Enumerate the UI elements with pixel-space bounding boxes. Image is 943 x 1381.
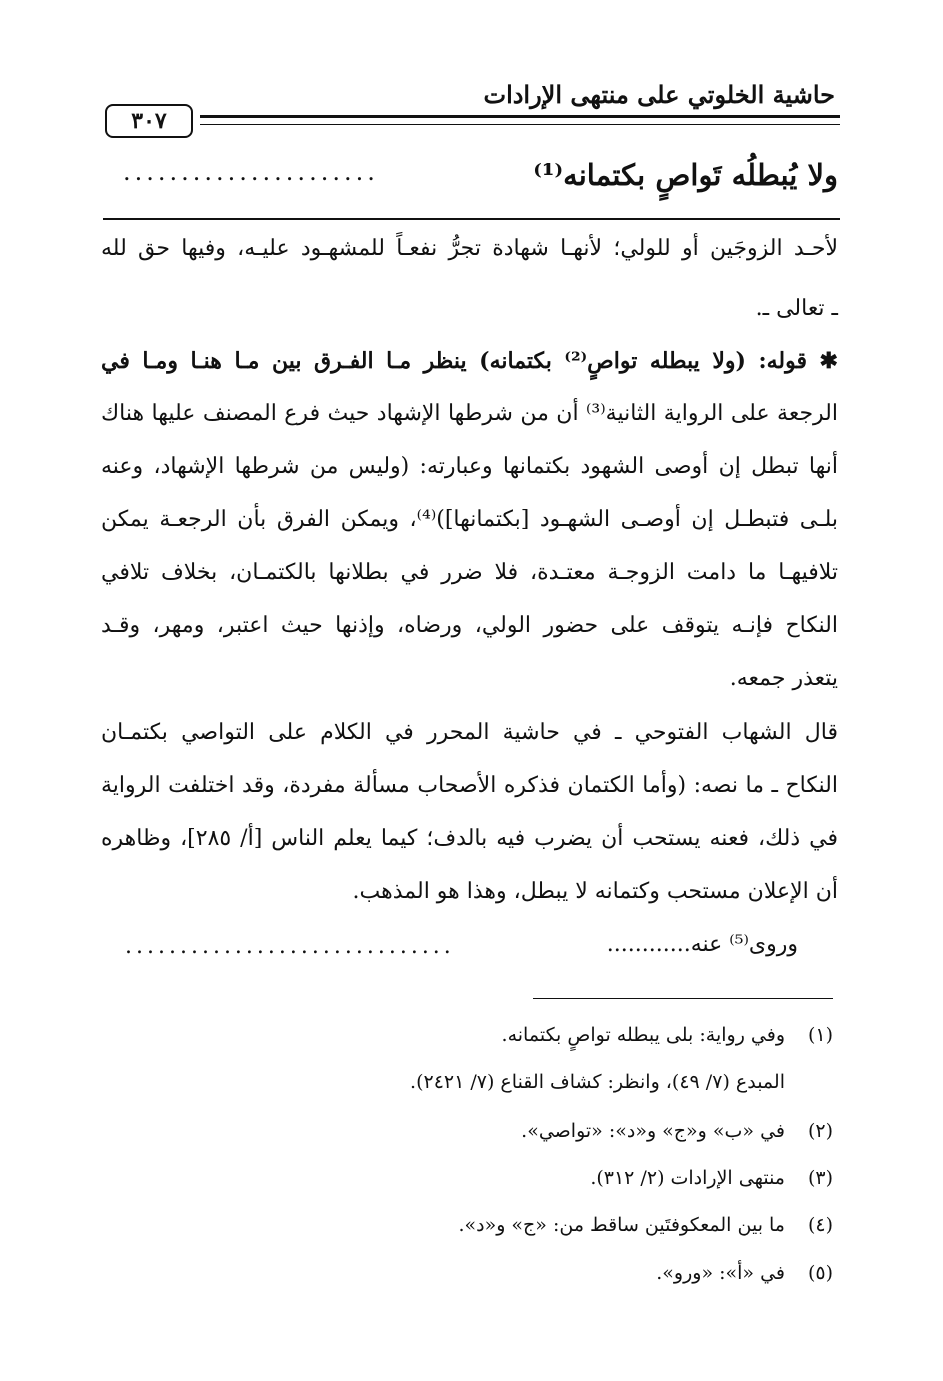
footnote [656,1262,833,1284]
body-line-text: قوله: (ولا يبطله تواصٍ⁽²⁾ بكتمانه) ينظر مـا الفـرق بين مـا هنـا ومـا في [101,348,807,374]
footnote-continuation [410,1071,833,1093]
footnote-text: في «أ»: «ورو». [656,1262,785,1284]
body-line: أنها تبطل إن أوصى الشهود بكتمانها وعبارته: (وليس من شرطها الإشهاد، وعنه [101,454,838,479]
body-line: ـ تعالى ـ. [755,296,838,321]
footnote [521,1120,833,1142]
footnote [458,1214,833,1236]
trailing-dots: ............ [606,932,691,957]
footnote-text: المبدع (٧/ ٤٩)، وانظر: كشاف القناع (٧/ ٢٤٢١). [410,1071,785,1093]
footnote [502,1024,833,1046]
footnote-text: ما بين المعكوفتَين ساقط من: «ج» و«د». [458,1214,785,1236]
running-header-title: حاشية الخلوتي على منتهى الإرادات [483,80,835,109]
footnote-number: (١) [807,1024,833,1046]
body-line: قال الشهاب الفتوحي ـ في حاشية المحرر في الكلام على التواصي بكتمـان [101,720,838,745]
footnote-number: (٤) [807,1214,833,1236]
body-line: يتعذر جمعه. [729,666,838,691]
body-line-last [607,934,798,956]
footnote-number: (٣) [807,1167,833,1189]
body-line-commentary-start [101,350,838,372]
header-rule [200,115,840,125]
last-line-dots: .............................. [125,934,455,959]
body-line-text: وروى⁽⁵⁾ عنه [690,932,798,957]
matn-line [103,158,838,198]
footnote-text: منتهى الإرادات (٢/ ٣١٢). [590,1167,785,1189]
body-line: لأحـد الزوجَين أو للولي؛ لأنهـا شهادة تجرُّ نفعـاً للمشهـود عليـه، وفيها حق لله [101,236,838,261]
matn-rule [103,218,840,220]
page-number: ٣٠٧ [105,104,193,138]
footnote-rule [533,998,833,999]
matn-dots: ...................... [123,158,379,186]
footnote-text: في «ب» و«ج» و«د»: «تواصي». [521,1120,785,1142]
footnote-text: وفي رواية: بلى يبطله تواصٍ بكتمانه. [501,1024,785,1046]
body-line: أن الإعلان مستحب وكتمانه لا يبطل، وهذا هو المذهب. [352,879,838,904]
body-line: تلافيهـا ما دامت الزوجـة معتـدة، فلا ضرر في بطلانها بالكتمـان، بخلاف تلافي [101,560,838,585]
footnote-number: (٥) [807,1262,833,1284]
footnote-number: (٢) [807,1120,833,1142]
star-mark: ✱ [819,348,838,374]
body-line: النكاح فإنـه يتوقف على حضور الولي، ورضاه، وإذنها حيث اعتبر، ومهر، وقـد [101,613,838,638]
body-line: الرجعة على الرواية الثانية⁽³⁾ أن من شرطها الإشهاد حيث فرع المصنف عليها هناك [101,401,838,426]
footnote [590,1167,833,1189]
body-line: النكاح ـ ما نصه: (وأما الكتمان فذكره الأصحاب مسألة مفردة، وقد اختلفت الرواية [101,773,838,798]
matn-text: ولا يُبطلُه تَواصٍ بكتمانه⁽¹⁾ [533,158,838,192]
body-line: بلـى فتبطـل إن أوصـى الشهـود [بكتمانها])⁽⁴⁾، ويمكن الفرق بأن الرجعـة يمكن [101,507,838,532]
body-line: في ذلك، فعنه يستحب أن يضرب فيه بالدف؛ كيما يعلم الناس [أ/ ٢٨٥]، وظاهره [101,826,839,851]
